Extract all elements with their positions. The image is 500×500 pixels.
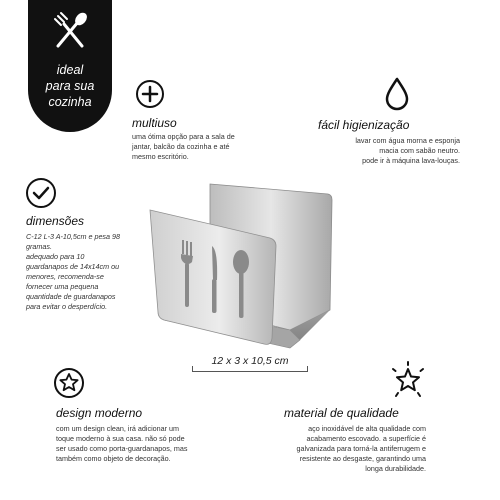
water-drop-icon — [382, 76, 412, 112]
fork-spoon-icon — [48, 10, 92, 54]
desc-line: quantidade de guardanapos — [26, 292, 116, 301]
desc-line: aço inoxidável de alta qualidade com — [308, 424, 426, 433]
dimension-label: 12 x 3 x 10,5 cm — [211, 355, 289, 367]
dimension-tick-left — [192, 366, 193, 372]
desc-line: galvanizada para torná-la antiferrugem e — [296, 444, 426, 453]
desc-line: gramas. — [26, 242, 52, 251]
banner-line: cozinha — [48, 95, 92, 109]
material-title: material de qualidade — [284, 406, 399, 420]
dimensoes-description — [26, 232, 142, 312]
desc-line: macia com sabão neutro. — [379, 146, 460, 155]
desc-line: lavar com água morna e esponja — [355, 136, 460, 145]
higienizacao-description — [296, 136, 460, 166]
desc-line: uma ótima opção para a sala de — [132, 132, 235, 141]
banner-line: ideal — [56, 63, 84, 77]
banner-text — [28, 62, 112, 110]
desc-line: fornecer uma pequena — [26, 282, 99, 291]
desc-line: resistente ao desgaste, garantindo uma — [299, 454, 426, 463]
material-description — [256, 424, 426, 474]
design-description — [56, 424, 236, 464]
dimensoes-title: dimensões — [26, 214, 85, 228]
napkin-holder-image — [140, 180, 340, 360]
plus-circle-icon — [134, 78, 166, 110]
dimension-indicator — [192, 352, 308, 372]
desc-line: acabamento escovado. a superfície é — [306, 434, 426, 443]
sparkle-star-icon — [388, 360, 428, 400]
desc-line: também como objeto de decoração. — [56, 454, 171, 463]
desc-line: toque moderno à sua casa. não só pode — [56, 434, 185, 443]
desc-line: adequado para 10 — [26, 252, 85, 261]
desc-line: jantar, balcão da cozinha e até — [132, 142, 230, 151]
kitchen-banner — [28, 0, 112, 132]
desc-line: ser usado como porta-guardanapos, mas — [56, 444, 188, 453]
dimension-line — [192, 371, 308, 372]
banner-line: para sua — [45, 79, 95, 93]
desc-line: mesmo escritório. — [132, 152, 189, 161]
desc-line: pode ir à máquina lava-louças. — [362, 156, 460, 165]
desc-line: longa durabilidade. — [365, 464, 426, 473]
check-circle-icon — [24, 176, 58, 210]
desc-line: com um design clean, irá adicionar um — [56, 424, 180, 433]
desc-line: menores, recomenda-se — [26, 272, 104, 281]
desc-line: guardanapos de 14x14cm ou — [26, 262, 120, 271]
multiuso-title: multiuso — [132, 116, 177, 130]
desc-line: para evitar o desperdício. — [26, 302, 108, 311]
multiuso-description — [132, 132, 272, 162]
design-title: design moderno — [56, 406, 143, 420]
dimension-tick-right — [307, 366, 308, 372]
desc-line: C-12 L-3 A-10,5cm e pesa 98 — [26, 232, 121, 241]
higienizacao-title: fácil higienização — [318, 118, 410, 132]
star-circle-icon — [52, 366, 86, 400]
